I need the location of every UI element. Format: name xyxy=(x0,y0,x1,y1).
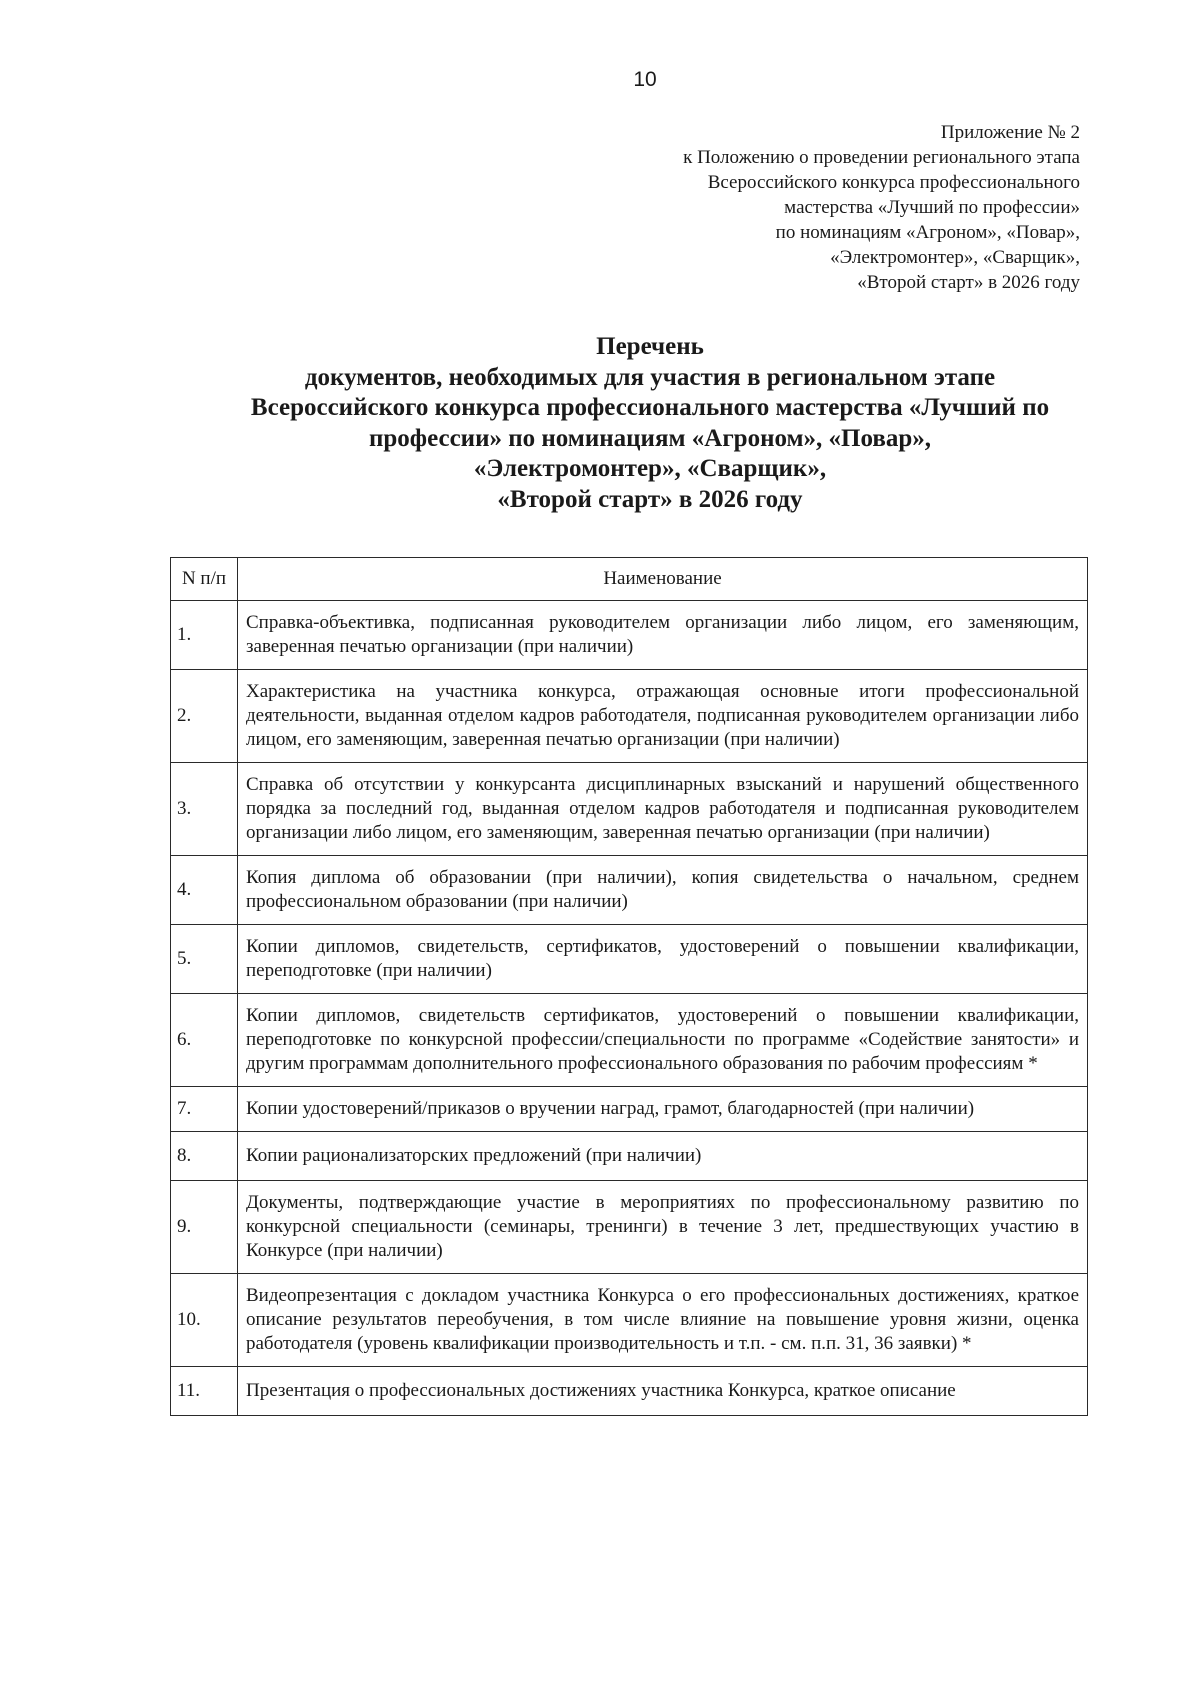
row-name: Видеопрезентация с докладом участника Конкурса о его профессиональных достижениях, краткое описание результатов переобучения, в том числе влияние на повышение уровня жизни, оценка работодателя (уровень квалификации производительность и т.п. - см. п.п. 31, 36 заявки) * xyxy=(238,1274,1088,1367)
table-row xyxy=(171,1181,1088,1274)
title-line: «Второй старт» в 2026 году xyxy=(497,485,803,513)
row-number: 1. xyxy=(171,601,238,670)
row-number: 10. xyxy=(171,1274,238,1367)
table-row xyxy=(171,1274,1088,1367)
row-name: Характеристика на участника конкурса, отражающая основные итоги профессиональной деятельности, выданная отделом кадров работодателя, подписанная руководителем организации либо лицом, его заменяющим, заверенная печатью организации (при наличии) xyxy=(238,670,1088,763)
table-row xyxy=(171,601,1088,670)
row-name: Копии дипломов, свидетельств, сертификатов, удостоверений о повышении квалификации, переподготовке (при наличии) xyxy=(238,925,1088,994)
row-name: Копия диплома об образовании (при наличии), копия свидетельства о начальном, среднем профессиональном образовании (при наличии) xyxy=(238,856,1088,925)
row-name: Справка-объективка, подписанная руководителем организации либо лицом, его заменяющим, заверенная печатью организации (при наличии) xyxy=(238,601,1088,670)
title-line: Всероссийского конкурса профессионального мастерства «Лучший по xyxy=(250,394,1050,421)
table-row xyxy=(171,925,1088,994)
table-row xyxy=(171,1132,1088,1181)
row-number: 7. xyxy=(171,1087,238,1132)
row-number: 2. xyxy=(171,670,238,763)
appendix-line: «Второй старт» в 2026 году xyxy=(857,272,1080,293)
row-number: 11. xyxy=(171,1367,238,1416)
appendix-line: по номинациям «Агроном», «Повар», xyxy=(775,222,1080,243)
table-header-row xyxy=(171,558,1088,601)
page-number: 10 xyxy=(633,68,657,91)
row-number: 6. xyxy=(171,994,238,1087)
row-number: 5. xyxy=(171,925,238,994)
appendix-line: к Положению о проведении регионального этапа xyxy=(683,147,1080,168)
row-number: 4. xyxy=(171,856,238,925)
column-header-name: Наименование xyxy=(238,558,1088,601)
document-title xyxy=(180,332,1120,515)
documents-table xyxy=(170,557,1088,1416)
column-header-number: N п/п xyxy=(171,558,238,601)
row-number: 3. xyxy=(171,763,238,856)
table-row xyxy=(171,1087,1088,1132)
table-row xyxy=(171,763,1088,856)
row-name: Презентация о профессиональных достижениях участника Конкурса, краткое описание xyxy=(238,1367,1088,1416)
row-name: Документы, подтверждающие участие в мероприятиях по профессиональному развитию по конкурсной специальности (семинары, тренинги) в течение 3 лет, предшествующих участию в Конкурсе (при наличии) xyxy=(238,1181,1088,1274)
appendix-line: Всероссийского конкурса профессионального xyxy=(707,172,1080,193)
row-number: 9. xyxy=(171,1181,238,1274)
table-row xyxy=(171,856,1088,925)
appendix-line: Приложение № 2 xyxy=(940,122,1080,143)
title-line: «Электромонтер», «Сварщик», xyxy=(473,455,827,482)
table-row xyxy=(171,670,1088,763)
title-line: Перечень xyxy=(596,333,704,360)
table-row xyxy=(171,1367,1088,1416)
row-name: Копии удостоверений/приказов о вручении наград, грамот, благодарностей (при наличии) xyxy=(238,1087,1088,1132)
appendix-line: мастерства «Лучший по профессии» xyxy=(784,197,1080,218)
table-row xyxy=(171,994,1088,1087)
appendix-line: «Электромонтер», «Сварщик», xyxy=(830,247,1080,268)
row-name: Копии дипломов, свидетельств сертификатов, удостоверений о повышении квалификации, переподготовке по конкурсной профессии/специальности по программе «Содействие занятости» и другим программам дополнительного профессионального образования по рабочим профессиям * xyxy=(238,994,1088,1087)
title-line: профессии» по номинациям «Агроном», «Повар», xyxy=(368,424,932,452)
row-number: 8. xyxy=(171,1132,238,1181)
row-name: Справка об отсутствии у конкурсанта дисциплинарных взысканий и нарушений общественного порядка за последний год, выданная отделом кадров работодателя и подписанная руководителем организации либо лицом, его заменяющим, заверенная печатью организации (при наличии) xyxy=(238,763,1088,856)
appendix-header xyxy=(683,120,1080,295)
row-name: Копии рационализаторских предложений (при наличии) xyxy=(238,1132,1088,1181)
title-line: документов, необходимых для участия в региональном этапе xyxy=(304,363,996,391)
